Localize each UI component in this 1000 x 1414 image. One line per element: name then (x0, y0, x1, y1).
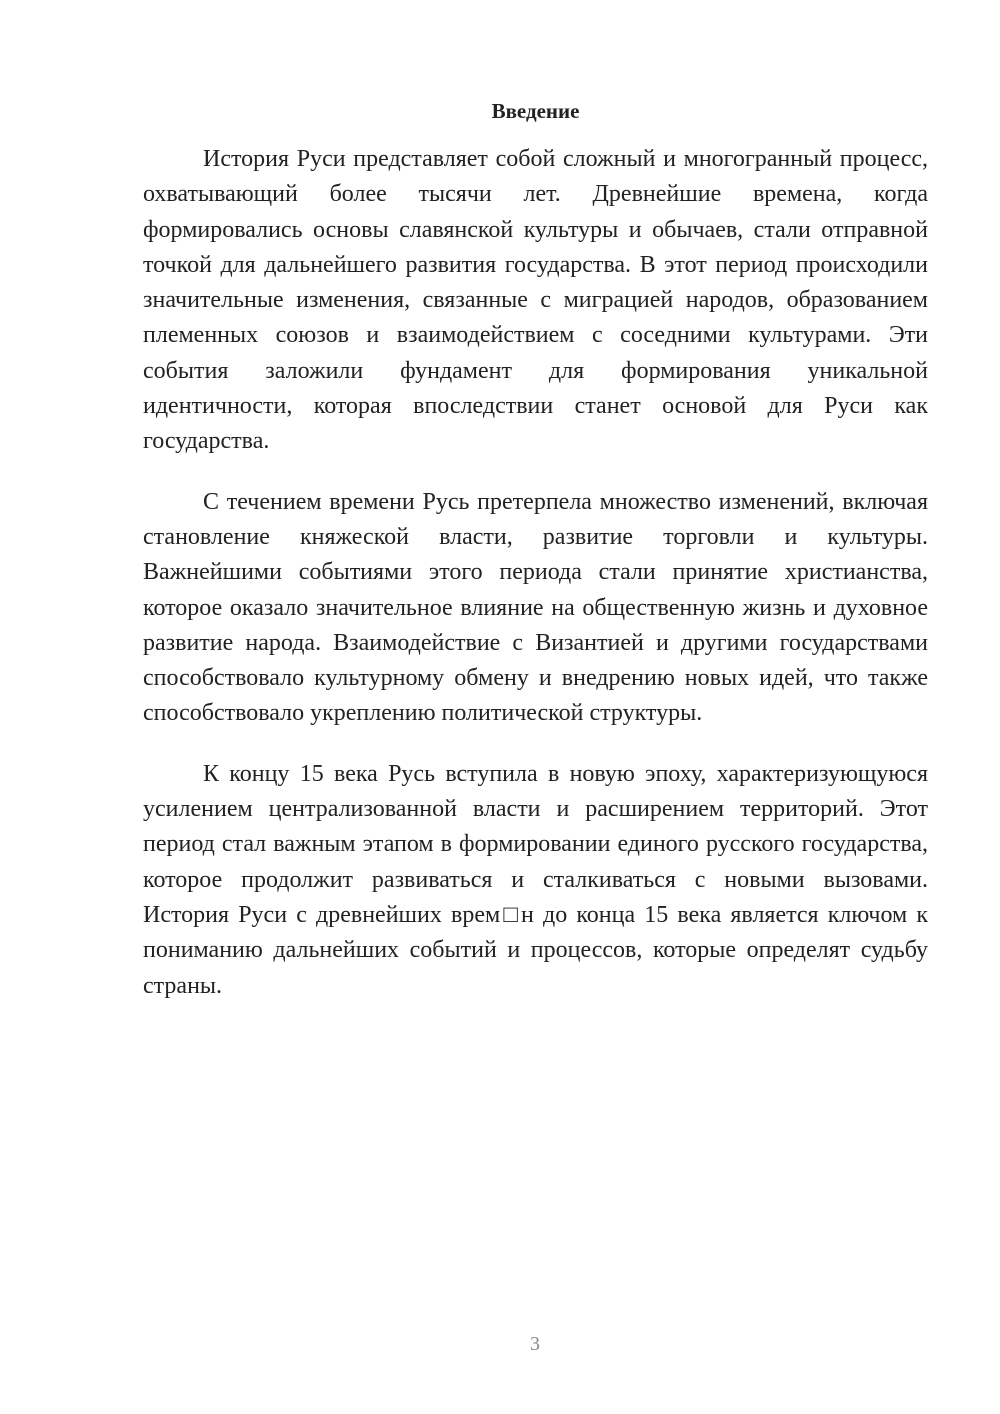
body-text (143, 142, 928, 1029)
page-number: 3 (530, 1333, 540, 1355)
paragraph-3: К концу 15 века Русь вступила в новую эпоху, характеризующуюся усилением централизованной власти и расширением территорий. Этот период стал важным этапом в формировании единого русского государства, которое продолжит развиваться и сталкиваться с новыми вызовами. История Руси с древнейших врем□н до конца 15 века является ключом к пониманию дальнейших событий и процессов, которые определят судьбу страны. (143, 760, 928, 999)
paragraph-2: С течением времени Русь претерпела множество изменений, включая становление княжеской власти, развитие торговли и культуры. Важнейшими событиями этого периода стали принятие христианства, которое оказало значительное влияние на общественную жизнь и духовное развитие народа. Взаимодействие с Византией и другими государствами способствовало культурному обмену и внедрению новых идей, что также способствовало укреплению политической структуры. (143, 488, 928, 727)
section-heading: Введение (491, 99, 580, 123)
paragraph-1: История Руси представляет собой сложный и многогранный процесс, охватывающий более тысячи лет. Древнейшие времена, когда формировались основы славянской культуры и обычаев, стали отправной точкой для дальнейшего развития государства. В этот период происходили значительные изменения, связанные с миграцией народов, образованием племенных союзов и взаимодействием с соседними культурами. Эти события заложили фундамент для формирования уникальной идентичности, которая впоследствии станет основой для Руси как государства. (143, 146, 928, 455)
